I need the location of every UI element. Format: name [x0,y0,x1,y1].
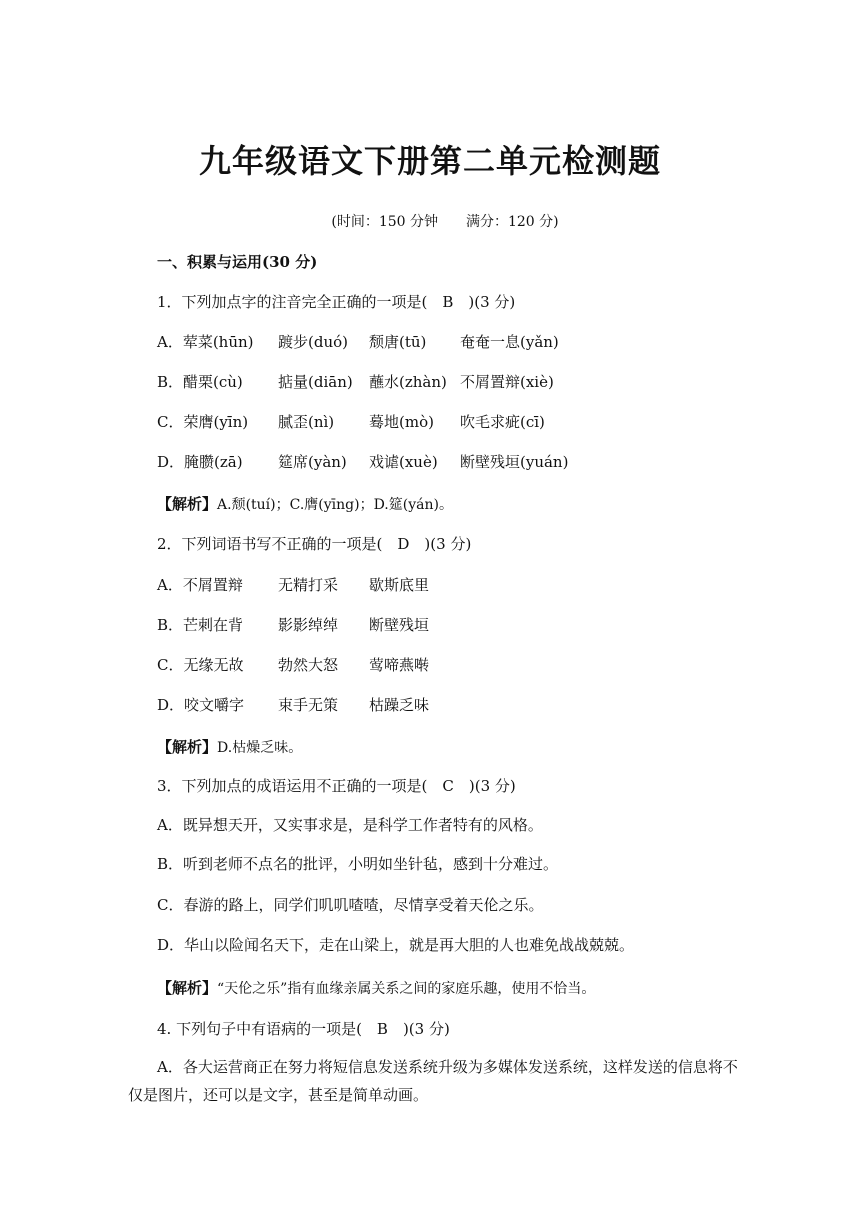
q2-option-a-1: A．不屑置辩 [157,576,243,594]
q1-option-d-4: 断壁残垣(yuán) [460,453,569,471]
q1-option-c-1: C．荣膺(yīn) [157,413,249,431]
question-1-stem: 1．下列加点字的注音完全正确的一项是( B )(3 分) [157,293,516,311]
section-heading: 一、积累与运用(30 分) [157,253,318,271]
exam-time-score: (时间：150 分钟 满分：120 分) [331,214,559,230]
q1-option-c-3: 蓦地(mò) [369,413,434,431]
q1-option-d-1: D．腌臜(zā) [157,453,243,471]
q2-option-d-1: D．咬文嚼字 [157,696,245,714]
q1-option-a-4: 奄奄一息(yǎn) [460,333,559,351]
q1-option-b-4: 不屑置辩(xiè) [460,373,554,391]
q1-option-a-3: 颓唐(tū) [369,333,427,351]
q1-option-c-4: 吹毛求疵(cī) [460,413,545,431]
q1-option-b-2: 掂量(diān) [278,373,353,391]
q4-option-a: A．各大运营商正在努力将短信息发送系统升级为多媒体发送系统，这样发送的信息将不仅是图片，还可以是文字，甚至是简单动画。 [128,1058,738,1104]
q3-option-b: B．听到老师不点名的批评，小明如坐针毡，感到十分难过。 [157,855,559,873]
q3-analysis [157,977,595,998]
q3-option-d: D．华山以险闻名天下，走在山梁上，就是再大胆的人也难免战战兢兢。 [157,936,635,954]
q3-option-a: A．既异想天开，又实事求是，是科学工作者特有的风格。 [157,816,543,834]
page-title: 九年级语文下册第二单元检测题 [198,142,661,180]
q1-option-b-3: 蘸水(zhàn) [369,373,447,391]
q2-option-c-3: 莺啼燕啭 [369,656,430,674]
q2-option-c-1: C．无缘无故 [157,656,244,674]
q2-option-a-2: 无精打采 [278,576,339,594]
q2-option-a-3: 歇斯底里 [369,576,430,594]
q1-option-d-3: 戏谑(xuè) [369,453,438,471]
analysis-label: 【解析】 [157,979,218,997]
q2-analysis [157,736,302,757]
q1-analysis [157,493,453,514]
q1-option-b-1: B．醋栗(cù) [157,373,243,391]
question-4-stem: 4. 下列句子中有语病的一项是( B )(3 分) [157,1020,450,1038]
analysis-label: 【解析】 [157,495,218,513]
q2-option-c-2: 勃然大怒 [278,656,339,674]
question-3-stem: 3．下列加点的成语运用不正确的一项是( C )(3 分) [157,777,516,795]
q2-option-b-3: 断壁残垣 [369,616,430,634]
q1-option-d-2: 筵席(yàn) [278,453,347,471]
analysis-label: 【解析】 [157,738,218,756]
question-2-stem: 2．下列词语书写不正确的一项是( D )(3 分) [157,535,472,553]
q3-option-c: C．春游的路上，同学们叽叽喳喳，尽情享受着天伦之乐。 [157,896,544,914]
q1-option-a-2: 踱步(duó) [278,333,348,351]
q2-option-d-3: 枯躁乏味 [369,696,430,714]
q2-option-b-1: B．芒刺在背 [157,616,244,634]
analysis-text: D.枯燥乏味。 [217,740,303,756]
q1-option-c-2: 腻歪(nì) [278,413,335,431]
q1-option-a-1: A．荤菜(hūn) [157,333,254,351]
analysis-text: A.颓(tuí)；C.膺(yīng)；D.筵(yán)。 [217,497,453,513]
analysis-text: “天伦之乐”指有血缘亲属关系之间的家庭乐趣，使用不恰当。 [217,981,596,997]
q2-option-d-2: 束手无策 [278,696,339,714]
q2-option-b-2: 影影绰绰 [278,616,339,634]
